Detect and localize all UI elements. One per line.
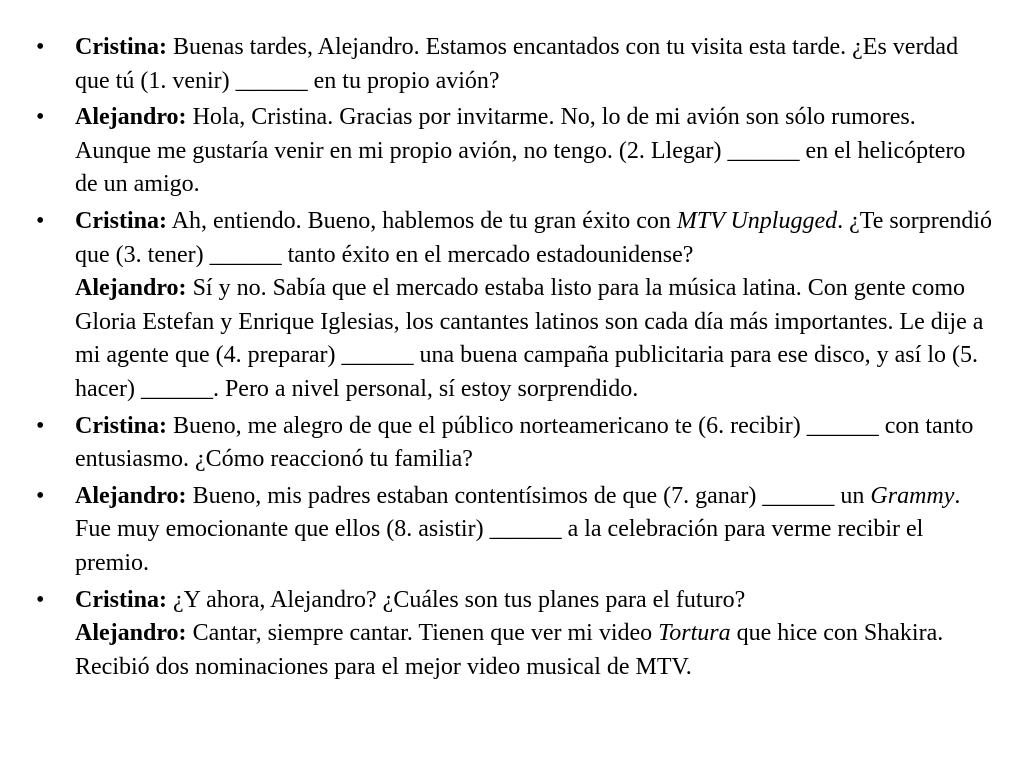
- dialogue-text: . ¿Te sorprendió que (3. tener) ______ tanto éxito en el mercado estadounidense?: [75, 207, 993, 268]
- dialogue-text: Hola, Cristina. Gracias por invitarme. No, lo de mi avión son sólo rumores. Aunque me gustaría venir en mi propio avión, no tengo. (2. Llegar) ______ en el helicóptero de un amigo.: [75, 104, 966, 198]
- dialogue-text: . Fue muy emocionante que ellos (8. asistir) ______ a la celebración para verme recibir el premio.: [75, 482, 961, 576]
- dialogue-list: [36, 31, 994, 684]
- dialogue-text: Bueno, me alegro de que el público norteamericano te (6. recibir) ______ con tanto entusiasmo. ¿Cómo reaccionó tu familia?: [75, 412, 974, 473]
- bullet-icon: •: [36, 207, 45, 234]
- dialogue-entry: [36, 31, 994, 98]
- dialogue-text: Sí y no. Sabía que el mercado estaba listo para la música latina. Con gente como Gloria Estefan y Enrique Iglesias, los cantantes latinos son cada día más importantes. Le dije a mi agente que (4. preparar) ______ una buena campaña publicitaria para ese disco, y así lo (5. hacer) ______. Pero a nivel personal, sí estoy sorprendido.: [75, 275, 984, 402]
- dialogue-text: ¿Y ahora, Alejandro? ¿Cuáles son tus planes para el futuro?: [167, 586, 746, 613]
- speaker-name: Alejandro:: [75, 482, 187, 509]
- dialogue-line: [75, 410, 994, 477]
- speaker-name: Cristina:: [75, 412, 167, 439]
- dialogue-line: [75, 205, 994, 272]
- dialogue-entry: [36, 101, 994, 202]
- bullet-icon: •: [36, 586, 45, 613]
- bullet-icon: •: [36, 412, 45, 439]
- dialogue-line: [75, 584, 994, 618]
- speaker-name: Alejandro:: [75, 275, 187, 302]
- dialogue-line: [75, 480, 994, 581]
- dialogue-entry: [36, 480, 994, 581]
- speaker-name: Alejandro:: [75, 620, 187, 647]
- work-title: Grammy: [870, 482, 955, 509]
- speaker-name: Cristina:: [75, 34, 167, 60]
- speaker-name: Alejandro:: [75, 104, 187, 131]
- dialogue-line: [75, 101, 994, 202]
- dialogue-entry: [36, 205, 994, 407]
- bullet-icon: •: [36, 482, 45, 509]
- speaker-name: Cristina:: [75, 586, 167, 613]
- work-title: MTV Unplugged: [676, 207, 838, 234]
- dialogue-entry: [36, 584, 994, 685]
- work-title: Tortura: [658, 620, 731, 647]
- speaker-name: Cristina:: [75, 207, 167, 234]
- dialogue-line: [75, 272, 994, 406]
- bullet-icon: •: [36, 104, 45, 131]
- dialogue-line: [75, 31, 994, 98]
- dialogue-text: Buenas tardes, Alejandro. Estamos encantados con tu visita esta tarde. ¿Es verdad que tú (1. venir) ______ en tu propio avión?: [75, 34, 959, 94]
- dialogue-text: que hice con Shakira. Recibió dos nominaciones para el mejor video musical de MTV.: [75, 620, 944, 680]
- dialogue-text: Bueno, mis padres estaban contentísimos de que (7. ganar) ______ un: [186, 482, 871, 509]
- dialogue-entry: [36, 410, 994, 477]
- dialogue-text: Cantar, siempre cantar. Tienen que ver mi video: [186, 620, 659, 647]
- dialogue-text: Ah, entiendo. Bueno, hablemos de tu gran éxito con: [167, 207, 677, 234]
- dialogue-line: [75, 617, 994, 684]
- bullet-icon: •: [36, 34, 45, 60]
